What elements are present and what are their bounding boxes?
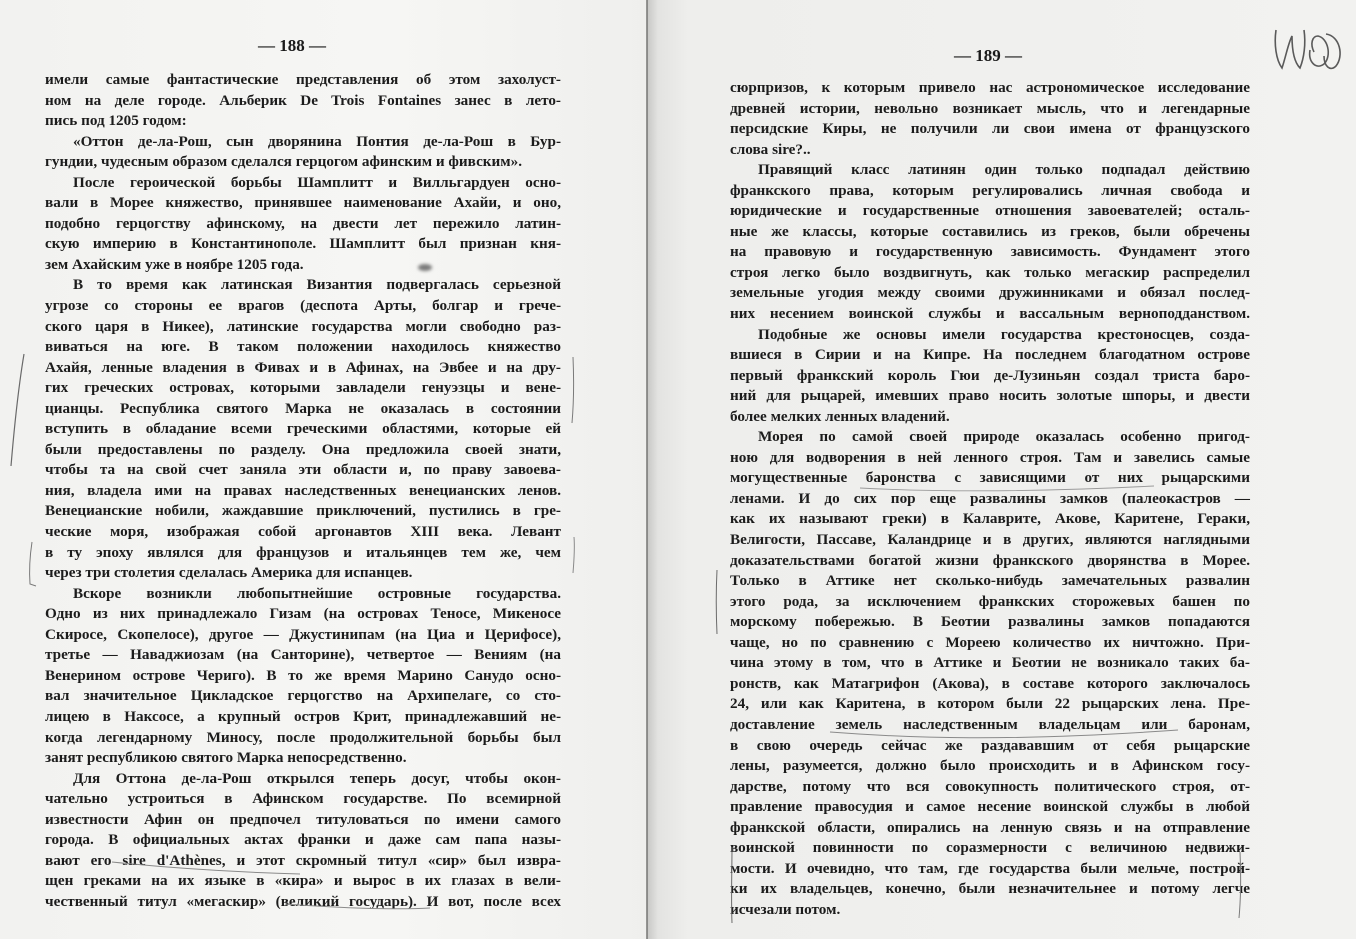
text-line: юридические и государственные отношения завоевателей; осталь- (730, 202, 1250, 220)
text-line: доказательствами богатой жизни франкского дворянства в Морее. (730, 551, 1250, 569)
text-line: строя легко было воздвигнуть, как только мегаскир распределил (730, 263, 1250, 281)
text-line: 24, или как Каритена, в котором были 22 рыцарских лена. Пре- (730, 695, 1250, 713)
left-page (0, 0, 648, 939)
text-line: как их называют греки) в Калаврите, Акове, Каритене, Гераки, (730, 510, 1250, 528)
pencil-margin-mark (6, 350, 30, 470)
page-number: — 189 — (954, 46, 1022, 65)
text-line: чественный титул «мегаскир» (великий государь). И вот, после всех (45, 892, 561, 910)
pencil-margin-mark (568, 535, 580, 575)
text-line: франкской области, опирались на ленную связь и на отправление (730, 818, 1250, 836)
text-line: дарстве, потому что вся совокупность политического строя, от- (730, 777, 1250, 795)
text-line: более мелких ленных владений. (730, 407, 950, 425)
text-line: Для Оттона де-ла-Рош открылся теперь досуг, чтобы окон- (73, 769, 561, 787)
text-line: вали в Морее княжество, принявшее наименование Ахайи, и оно, (45, 194, 561, 212)
text-line: Венерином острове Чериго). В то же время Марино Санудо осно- (45, 666, 561, 684)
pencil-margin-mark (566, 355, 580, 425)
page-text (730, 78, 1250, 920)
text-line: когда легендарному Миносу, после продолжительной борьбы был (45, 728, 561, 746)
page-text (45, 70, 561, 912)
text-line: слова sire?.. (730, 140, 811, 158)
text-line: чаще, но по сравнению с Мореею количество их ничтожно. При- (730, 633, 1250, 651)
text-line: Вскоре возникли любопытнейшие островные государства. (73, 584, 561, 602)
text-line: Ахайя, ленные владения в Фивах и в Афинах, на Эвбее и на дру- (45, 358, 561, 376)
text-line: города. В официальных актах франки и даже сам папа назы- (45, 831, 561, 849)
text-line: ческие моря, изображая собой аргонавтов XIII века. Левант (45, 523, 561, 541)
text-line: в ту эпоху являлся для французов и итальянцев тем же, чем (45, 543, 561, 561)
text-line: гих греческих островах, которыми завладели генуэзцы и вене- (45, 379, 561, 397)
text-line: Подобные же основы имели государства крестоносцев, созда- (758, 325, 1250, 343)
text-line: земельные угодия между своими дружинниками и обязал послед- (730, 284, 1250, 302)
text-line: занят республикою святого Марка непосредственно. (45, 749, 407, 767)
text-line: воинской повинности по соразмерности с величиною недвижи- (730, 839, 1250, 857)
text-line: Скиросе, Скопелосе), другое — Джустинипам (на Циа и Церифосе), (45, 625, 561, 643)
text-line: Одно из них принадлежало Гизам (на островах Теносе, Микеносе (45, 605, 561, 623)
text-line: Морея по самой своей природе оказалась особенно пригод- (758, 428, 1250, 446)
text-line: ные же классы, которые составились из греков, были обречены (730, 222, 1250, 240)
text-line: древней истории, невольно возникает мысль, что и легендарные (730, 99, 1250, 117)
text-line: В то время как латинская Византия подвергалась серьезной (73, 276, 561, 294)
text-line: подобно герцогству афинскому, на двести лет пережило латин- (45, 214, 561, 232)
text-line: персидские Киры, не получили ли свои имена от французского (730, 120, 1250, 138)
text-line: ною для водворения в ней ленного строя. Там и завелись самые (730, 448, 1250, 466)
text-line: этого рода, за исключением франкских сторожевых башен по (730, 592, 1250, 610)
text-line: в свою очередь сейчас же раздававшим от себя рыцарские (730, 736, 1250, 754)
text-line: чательно устроиться в Афинском государстве. По всемирной (45, 790, 561, 808)
text-line: вшиеся в Сирии и на Кипре. На последнем благодатном острове (730, 346, 1250, 364)
text-line: сюрпризов, к которым привело нас астрономическое исследование (730, 79, 1250, 96)
text-line: Правящий класс латинян один только подпадал действию (758, 161, 1250, 179)
text-line: Венецианские нобили, жаждавшие приключений, пустились в гре- (45, 502, 561, 520)
text-line: имели самые фантастические представления об этом захолуст- (45, 71, 561, 88)
text-line: известности Афин он предпочел титуловаться по имени самого (45, 810, 561, 828)
text-line: щен греками на их языке в «кира» и вырос в их глазах в вели- (45, 872, 561, 890)
text-line: виваться на юге. В таком положении находилось княжество (45, 338, 561, 356)
text-line: вают его sire d'Athènes, и этот скромный титул «сир» был извра- (45, 851, 561, 869)
text-line: могущественные баронства с зависящими от них рыцарскими (730, 469, 1250, 487)
text-line: Только в Аттике нет сколько-нибудь замечательных развалин (730, 572, 1250, 590)
text-line: цианцы. Республика святого Марка не оказалась в состоянии (45, 399, 561, 417)
text-line: «Оттон де-ла-Рош, сын дворянина Понтия де-ла-Рош в Бур- (73, 132, 561, 150)
text-line: на правовую и государственную зависимость. Фундамент этого (730, 243, 1250, 261)
text-line: ронств, как Матагрифон (Акова), в составе которого заключалось (730, 674, 1250, 692)
text-line: ний для рыцарей, имевших право носить золотые шпоры, и двести (730, 387, 1250, 405)
text-line: были предоставлены по разделу. Она предложила своей знати, (45, 440, 561, 458)
text-line: вступить в обладание всеми греческими областями, которые ей (45, 420, 561, 438)
text-line: морскому побережью. В Беотии развалины замков попадаются (730, 613, 1250, 631)
text-line: угрозе со стороны ее врагов (деспота Арты, болгар и грече- (45, 297, 561, 315)
text-line: скую империю в Константинополе. Шамплитт был признан кня- (45, 235, 561, 253)
text-line: ки их владельцев, конечно, были незначительнее и потому легче (730, 880, 1250, 898)
text-line: гундии, чудесным образом сделался герцогом афинским и фивским». (45, 153, 523, 171)
text-line: лены, разумеется, должно было происходить и в Афинском госу- (730, 757, 1250, 775)
pencil-margin-mark (24, 540, 40, 590)
text-line: исчезали потом. (730, 900, 841, 918)
page-number: — 188 — (258, 36, 326, 55)
text-line: зем Ахайским уже в ноябре 1205 года. (45, 255, 304, 273)
pencil-margin-mark (710, 568, 724, 638)
text-line: через три столетия сделалась Америка для испанцев. (45, 564, 413, 582)
text-line: франкского права, которым регулировались личная свобода и (730, 181, 1250, 199)
text-line: вал значительное Цикладское герцогство на Архипелаге, со сто- (45, 687, 561, 705)
text-line: мости. И очевидно, что там, где государства были мельче, построй- (730, 859, 1250, 877)
text-line: третье — Наваджиозам (на Санторине), четвертое — Вениям (на (45, 646, 561, 664)
text-line: Велигости, Пассаве, Каландрице и в других, являются наглядными (730, 531, 1250, 549)
text-line: пись под 1205 годом: (45, 112, 187, 130)
text-line: первый франкский король Гюи де-Лузиньян создал триста баро- (730, 366, 1250, 384)
text-line: правление правосудия и самое несение воинской службы в любой (730, 798, 1250, 816)
text-line: чина этому в том, что в Аттике и Беотии не возникало таких ба- (730, 654, 1250, 672)
text-line: ния, владела ими на правах наследственных венецианских ленов. (45, 481, 561, 499)
text-line: После героической борьбы Шамплитт и Вилльгардуен осно- (73, 173, 561, 191)
text-line: доставление земель наследственным владельцам или баронам, (730, 715, 1250, 733)
text-line: ленами. И до сих пор еще развалины замков (палеокастров — (730, 489, 1250, 507)
text-line: них несением воинской службы и вассальным верноподданством. (730, 305, 1250, 323)
right-page (648, 0, 1356, 939)
text-line: чтобы та на свой счет заняла эти области и, по праву завоева- (45, 461, 561, 479)
text-line: ского царя в Никее), латинские государства могли свободно раз- (45, 317, 561, 335)
text-line: ном на деле городе. Альберик De Trois Fontaines занес в лето- (45, 91, 561, 109)
text-line: лицею в Наксосе, а крупный остров Крит, принадлежавший не- (45, 707, 561, 725)
handwritten-folio-number (1270, 22, 1346, 74)
